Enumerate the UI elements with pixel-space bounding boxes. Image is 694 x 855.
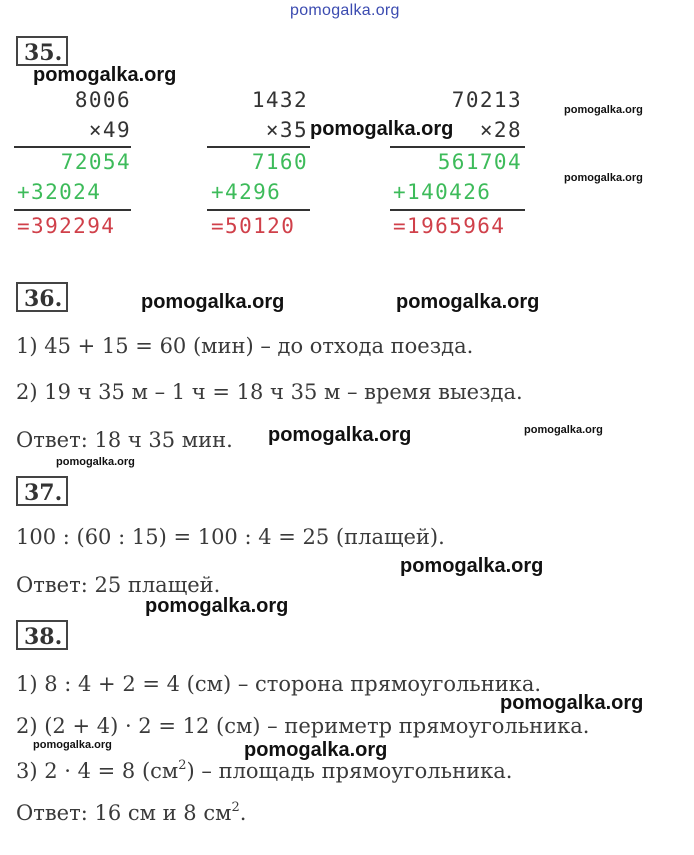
watermark-top: pomogalka.org (290, 2, 400, 19)
divider-line (14, 146, 131, 148)
watermark: pomogalka.org (268, 424, 412, 446)
watermark: pomogalka.org (33, 739, 112, 751)
multiplier: ×35 (265, 118, 308, 142)
task-number-35: 35. (16, 36, 68, 66)
partial-product-2: +4296 (211, 180, 282, 204)
partial-product-1: 72054 (60, 150, 131, 174)
answer (16, 800, 246, 825)
solution-step-2: 2) 19 ч 35 м – 1 ч = 18 ч 35 м – время выезда. (16, 380, 523, 404)
task-number-36: 36. (16, 282, 68, 312)
partial-product-2: +140426 (393, 180, 492, 204)
divider-line (390, 209, 525, 211)
answer-text: Ответ: 16 см и 8 см (16, 801, 232, 825)
divider-line (390, 146, 525, 148)
watermark: pomogalka.org (145, 595, 289, 617)
product-result: =1965964 (393, 214, 506, 238)
watermark: pomogalka.org (564, 172, 643, 184)
answer-text: . (239, 801, 247, 825)
step-text: ) – площадь прямоугольника. (186, 759, 513, 783)
solution-step-1: 100 : (60 : 15) = 100 : 4 = 25 (плащей). (16, 525, 445, 549)
partial-product-1: 7160 (251, 150, 308, 174)
task-number-38: 38. (16, 620, 68, 650)
watermark: pomogalka.org (141, 291, 285, 313)
watermark: pomogalka.org (33, 64, 177, 86)
divider-line (207, 209, 310, 211)
watermark: pomogalka.org (400, 555, 544, 577)
multiplier: ×28 (479, 118, 522, 142)
watermark: pomogalka.org (396, 291, 540, 313)
product-result: =50120 (211, 214, 296, 238)
watermark: pomogalka.org (524, 424, 603, 436)
multiplicand: 8006 (74, 88, 131, 112)
solution-step-3 (16, 758, 512, 783)
watermark: pomogalka.org (56, 456, 135, 468)
step-text: 3) 2 · 4 = 8 (см (16, 759, 179, 783)
solution-step-1: 1) 45 + 15 = 60 (мин) – до отхода поезда. (16, 334, 474, 358)
product-result: =392294 (17, 214, 116, 238)
solution-step-1: 1) 8 : 4 + 2 = 4 (см) – сторона прямоугольника. (16, 672, 542, 696)
partial-product-2: +32024 (17, 180, 102, 204)
partial-product-1: 561704 (437, 150, 522, 174)
divider-line (14, 209, 131, 211)
watermark: pomogalka.org (500, 692, 644, 714)
multiplicand: 70213 (451, 88, 522, 112)
watermark: pomogalka.org (564, 104, 643, 116)
solution-step-2: 2) (2 + 4) · 2 = 12 (см) – периметр прямоугольника. (16, 714, 590, 738)
divider-line (207, 146, 310, 148)
watermark: pomogalka.org (310, 118, 454, 140)
multiplier: ×49 (88, 118, 131, 142)
superscript: 2 (231, 800, 240, 815)
multiplicand: 1432 (251, 88, 308, 112)
answer: Ответ: 25 плащей. (16, 573, 221, 597)
watermark: pomogalka.org (244, 739, 388, 761)
task-number-37: 37. (16, 476, 68, 506)
answer: Ответ: 18 ч 35 мин. (16, 428, 233, 452)
superscript: 2 (178, 758, 187, 773)
